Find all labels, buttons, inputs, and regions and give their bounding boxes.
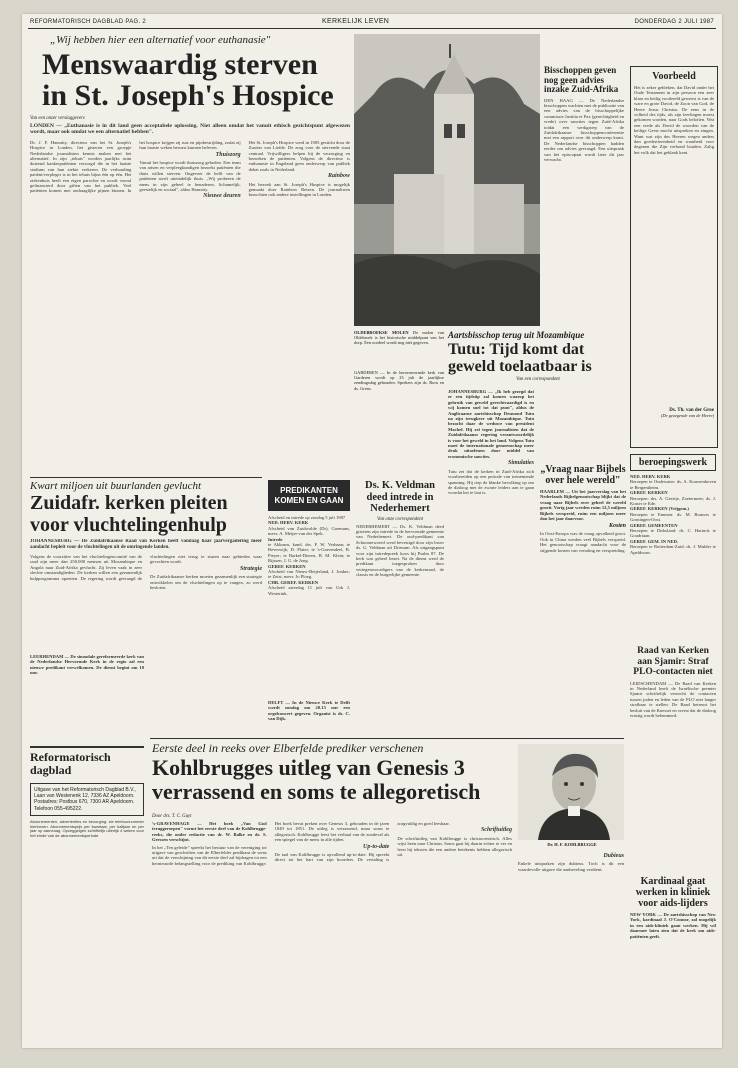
veldman-byline: Van onze correspondent bbox=[377, 516, 423, 522]
tutu-article bbox=[448, 330, 628, 384]
colophon-address: Uitgave van het Reformatorisch Dagblad B.V., Laan van Westenenk 12, 7336 AZ Apeldoorn. Postadres: Postbus 670, 7300 AR Apeldoorn. Telefoon 055-495222. bbox=[30, 783, 144, 816]
zuidafr-headline-2: voor vluchtelingenhulp bbox=[30, 514, 227, 536]
predikanten-intro: Afscheid en intrede op zondag 5 juli 1987 bbox=[268, 515, 346, 520]
main-body-columns bbox=[30, 140, 350, 390]
kohlbrugge-portrait-caption: Dr. H. F. KOHLBRUGGE bbox=[547, 842, 597, 847]
bijbels-article bbox=[540, 464, 626, 641]
zuidafr-headline-1: Zuidafr. kerken pleiten bbox=[30, 492, 228, 514]
colophon-title-1: Reformatorisch bbox=[30, 750, 111, 764]
bijbels-subhead: Kosten bbox=[608, 523, 626, 530]
main-body-4: Het bezoek aan St. Joseph's Hospice is mogelijk gemaakt door Rainbow Reizen. De journalisten bezochten ook andere instellingen in Londen. bbox=[248, 181, 350, 198]
zuidafr-body: Volgens de voorzitter van het vluchtelingencomité van de raad zijn meer dan 250.000 mensen uit Mozambique en Angola naar Zuid-Afrika gevlucht. Zij leven vaak in zeer slechte omstandigheden. De kerken willen een gezamenlijk hulpprogramma opzetten. De regering wordt gevraagd de vluchtelingen niet terug te sturen naar gebieden waar gevochten wordt. bbox=[30, 554, 262, 581]
newspaper-page bbox=[22, 14, 722, 1048]
plo-body: LEIDSCHENDAM — De Raad van Kerken in Nederland heeft de Israëlische premier Sjamir schriftelijk verzocht de contacten tussen joden en leden van de PLO niet langer strafbaar te stellen. De Raad betreurt het besluit van de Knesset en vreest dat de dialoog ernstig wordt belemmerd. bbox=[630, 680, 716, 718]
church-photo bbox=[354, 34, 540, 326]
kohlbrugge-kicker: Eerste deel in reeks over Elberfelde prediker verschenen bbox=[152, 741, 424, 755]
beroepingswerk-list bbox=[630, 474, 716, 555]
voorbeeld-signature: Ds. Th. van der Groe bbox=[669, 408, 714, 413]
kohlbrugge-lead: ’s-GRAVENHAGE — Het boek „Van God teruggeroepen" vormt het eerste deel van de Kohlbrugge-reeks, die onder redactie van dr. W. Balke en dr. S. Gerssen verschijnt. bbox=[152, 821, 267, 843]
church-photo-image bbox=[354, 34, 540, 326]
voorbeeld-title: Voorbeeld bbox=[652, 71, 696, 82]
bishops-body: DEN HAAG — De Nederlandse bisschoppen wachten met de publicatie van een advies van de bisschoppelijke commissie Justitia et Pax (gerechtigheid en vrede) over sancties tegen Zuid-Afrika totdat een werkgroep van de Zuidafrikaanse bisschoppenconferentie met een rapport over dit onderwerp komt. De Nederlandse bisschoppen hadden eerder om advies gevraagd. Een uitspraak van het episcopaat wordt later dit jaar verwacht. bbox=[544, 97, 624, 162]
pred-label-3: GEREF. KERKEN bbox=[268, 563, 306, 569]
main-lead: LONDEN — „Euthanasie is in dit land geen acceptabele oplossing. Niet alleen omdat het vanuit ethisch gezichtspunt afgewezen wordt, maar ook omdat we een alternatief hebben". bbox=[30, 123, 350, 136]
header-rule bbox=[28, 28, 716, 29]
page-header-date: DONDERDAG 2 JULI 1987 bbox=[634, 19, 714, 25]
beroep-text-1: Beroepen te Oudewater: ds. A. Kouwenhoven te Bergentheim. bbox=[630, 479, 716, 490]
photo-caption-title: OLDEBROEKSE MOLEN bbox=[354, 330, 409, 335]
beroep-label-3: GEREF. KERKEN (Vrijgem.) bbox=[630, 506, 689, 512]
zuidafr-kicker: Kwart miljoen uit buurlanden gevlucht bbox=[30, 480, 202, 492]
veldman-article bbox=[356, 480, 444, 714]
kohlbrugge-subhead-3: Dubieus bbox=[603, 853, 624, 859]
tutu-kicker: Aartsbisschop terug uit Mozambique bbox=[448, 330, 585, 340]
kohlbrugge-right-column bbox=[518, 852, 624, 1024]
kohlbrugge-headline-1: Kohlbrugges uitleg van Genesis 3 bbox=[152, 755, 465, 780]
garderen-note: GARDEREN — In de herormvormde kerk van Garderen wordt op 23 juli de jaarlijkse zendingsdag gehouden. Sprekers zijn ds. Roos en ds. Grens. bbox=[354, 370, 444, 391]
kohlbrugge-portrait bbox=[518, 744, 624, 840]
colophon-title-2: dagblad bbox=[30, 763, 72, 777]
bijbels-body: HAARLEM — Uit het jaarverslag van het Nederlands Bijbelgenootschap blijkt dat de vraag naar Bijbels over geheel de wereld groeit. Vorig jaar werden ruim 12,5 miljoen Bijbels verspreid, ruim een miljoen meer dan het jaar daarvoor. bbox=[540, 489, 626, 522]
main-byline: Van een onzer verslaggevers bbox=[30, 116, 85, 121]
kohlbrugge-byline: Door drs. T. C. Guyt bbox=[152, 814, 192, 819]
kohlbrugge-portrait-image bbox=[518, 744, 624, 840]
kohlbrugge-body-columns bbox=[152, 821, 512, 1031]
main-subhead-2: Nieuwe deuren bbox=[203, 193, 241, 200]
main-kicker: „Wij hebben hier een alternatief voor euthanasie" bbox=[50, 34, 271, 46]
pred-text-2: te Akkrum, kand. drs. F. W. Verbaan; te Beverwijk, D. Plaier; te 's-Gravendeel, B. Pieyer; te Barkel-Dieren, B. M. Klein; te Rijssen, J. G. de Jong. bbox=[268, 542, 350, 564]
kohlbrugge-subhead-1: Up-to-date bbox=[362, 843, 390, 850]
bijbels-body-2: In Oost-Europa was de vraag opvallend groot. Ook in China werden veel Bijbels verspreid. Het genootschap vraagt aandacht voor de stijgende kosten van vertaling en verspreiding. bbox=[540, 531, 626, 553]
main-subhead-3: Rainbow bbox=[327, 173, 350, 180]
colophon-small-print: Abonnementen, advertenties en bezorging: zie telefoonnummer hierboven. Abonnementsprijs per kwartaal, per halfjaar en per jaar op aanvraag. Opzeggingen schriftelijk uiterlijk 4 weken voor het einde van de abonnementsperiode. bbox=[30, 819, 144, 839]
zuidafr-subhead: Strategie bbox=[240, 565, 262, 572]
main-article bbox=[30, 34, 350, 390]
bishops-article bbox=[544, 66, 624, 358]
leerhendam-note: LEERHENDAM — De sinoodale gereformeerde kerk van de Nederlandse Hervormde Kerk in de regio zal een nieuwe predikant verwelkomen. De dienst begint om 10 uur. bbox=[30, 654, 144, 676]
beroep-text-3: Beroepen te Emmen: ds. M. Bouwes te Groningen-Oost. bbox=[630, 511, 716, 523]
voorbeeld-signature-sub: (De gezegende van de Heere) bbox=[660, 413, 714, 418]
colophon-title-block bbox=[30, 746, 144, 777]
beroep-text-4: Beroepen te Dirksland: ds. C. Harinck te Goudriaan. bbox=[630, 528, 716, 539]
beroepingswerk-title: beroepingswerk bbox=[630, 454, 716, 471]
photo-caption-block bbox=[354, 330, 444, 346]
kardinaal-article bbox=[630, 876, 716, 1032]
main-body-3: Het St. Joseph's Hospice werd in 1905 gesticht door de Zusters van Liefde. De zorg voor de stervende staat centraal. Vrijwilligers helpen bij de verzorging en bezoeken de patiënten. Volgens de directeur is euthanasie in Engeland geen onderwerp van publiek debat zoals in Nederland. bbox=[248, 139, 350, 172]
beroep-label-5: GEREF. GEM. IN NED. bbox=[630, 538, 679, 544]
veldman-headline: Ds. K. Veldman deed intrede in Nederhemert bbox=[364, 480, 436, 514]
plo-article bbox=[630, 646, 716, 831]
beroepingswerk-box bbox=[630, 454, 716, 634]
tutu-subhead: Simulaties bbox=[507, 460, 534, 467]
kohlbrugge-body-4: Enkele uitspraken zijn dubieus. Toch is dit een waardevolle uitgave die aanbeveling verdient. bbox=[518, 861, 624, 872]
beroep-text-2: Beroepen: drs. A. Geertje, Zoetermeer; ds. J. Koster te Ede. bbox=[630, 495, 716, 507]
predikanten-box bbox=[268, 480, 350, 596]
voorbeeld-body: Het is zeker gebleken, dat David onder het Oude Testament in zijn persoon een zeer klaar en heilig voorbeeld geweest is van de ware en grote David, de Zoon van God, de Heere Jezus Christus. De eens in de volheid des tijds, als zijn leerlingen moest gekomen worden, naar Gods beloften. Wat een vrede als David de woorden van de heilige Geest mocht uitspreken en zingen. Want wat zijn des Heeren wegen anders dan goedertierenheid en waarheid voor degenen die Zijn verbond houden. Zalig het volk dat het geklank kent. bbox=[634, 85, 714, 155]
pred-label-1: NED. HERV. KERK bbox=[268, 520, 309, 526]
pred-label-2: Intrede bbox=[268, 536, 283, 542]
kohlbrugge-columns bbox=[152, 814, 512, 1031]
photo-caption-text: De molen van Oldebroek is het historische middelpunt van het dorp. Een oordeel wordt nog niet gegeven. bbox=[354, 330, 444, 346]
kardinaal-headline: Kardinaal gaat werken in kliniek voor aids-lijders bbox=[635, 876, 711, 909]
tutu-body-2: Tutu zei dat de kerken in Zuid-Afrika zich voorbereiden op een periode van toenemende spanning. Hij riep de blanke bevolking op om de dialoog met de zwarte leiders aan te gaan voordat het te laat is. bbox=[448, 468, 534, 496]
beroep-label-2: GEREF. KERKEN bbox=[630, 490, 668, 496]
main-headline-2: in St. Joseph's Hospice bbox=[42, 79, 334, 112]
kardinaal-body: NEW YORK — De aartsbisschop van New York, kardinaal J. O'Connor, zal mogelijk in een aids-kliniek gaan werken. Hij wil daarmee laten zien dat de kerk om aids-patiënten geeft. bbox=[630, 912, 716, 939]
tutu-byline: Van een correspondent bbox=[516, 377, 560, 382]
tutu-headline: Tutu: Tijd komt dat geweld toelaatbaar is bbox=[448, 341, 592, 375]
bijbels-headline: „Vraag naar Bijbels over hele wereld" bbox=[540, 464, 626, 486]
predikanten-title: PREDIKANTEN KOMEN EN GAAN bbox=[268, 480, 350, 511]
kohlbrugge-body-3: De schriftuitleg van Kohlbrugge is christocentrisch. Alles wijst heen naar Christus. Soms gaat hij daarin echter te ver en leest hij teksten die een andere betekenis hebben allegorisch uit. bbox=[397, 835, 512, 858]
pred-text-4: Afscheid zaterdag 11 juli van Urk J. Westerink. bbox=[268, 585, 350, 596]
kohlbrugge-rule bbox=[150, 738, 624, 739]
page-header-left: REFORMATORISCH DAGBLAD PAG. 2 bbox=[30, 19, 147, 25]
kohlbrugge-subhead-2: Schriftuitleg bbox=[480, 827, 512, 834]
colophon bbox=[30, 746, 144, 970]
predikanten-list bbox=[268, 515, 350, 596]
main-body: Dr. J. F. Hanratty, directeur van het St. Joseph's Hospice in Londen, liet gisteren een groepje Nederlandse journalisten kennis maken met het alternatief. In zijn „tehuis" worden jaarlijks ruim duizend kankerpatiënten verzorgd die in het laatste stadium van hun ziekte verkeren. De verhouding patiënt/verpleger is in het tehuis bijna één op één. Het ziekenhuis heeft een eigen parochie en wordt vooral gefinancierd door giften van het publiek. Veel patiënten komen met ondraaglijke pijnen binnen. In het hospice krijgen zij rust en pijnbestrijding, zodat zij hun laatste weken bewust kunnen beleven. bbox=[30, 139, 241, 194]
kohlbrugge-headline-2: verrassend en soms te allegoretisch bbox=[152, 779, 481, 804]
zuidafr-article bbox=[30, 480, 262, 634]
beroep-label-1: NED. HERV. KERK bbox=[630, 474, 671, 479]
delft-note: DELFT — In de Nieuwe Kerk te Delft wordt zondag om 20.15 uur een orgelconcert gegeven. Organist is ds. C. van Dijk. bbox=[268, 700, 350, 722]
main-body-2: Vanuit het hospice wordt thuiszorg geboden. Een team van artsen en verpleegkundigen bezoekt patiënten die thuis willen sterven. Ongeveer de helft van de patiënten sterft uiteindelijk thuis. „Wij proberen de mens in zijn geheel te benaderen, lichamelijk, geestelijk en sociaal", aldus Hanratty. bbox=[139, 160, 241, 193]
kohlbrugge-body-2: De taal van Kohlbrugge is opvallend up-to-date. Hij spreekt direct tot het hart van zijn hoorders. De vertaling is zorgvuldig en goed leesbaar. bbox=[274, 821, 450, 863]
main-headline-1: Menswaardig sterven bbox=[42, 48, 318, 81]
tutu-body: JOHANNESBURG — „Ik heb gezegd dat er een tijdstip zal komen waarop het gebruik van geweld gerechtvaardigd is en wij komen snel tot dat punt", aldus de Anglicaanse aartsbisschop Desmond Tutu na zijn terugkeer uit Mozambique. Tutu bezocht daar de weduwe van president Machel. Hij zei tegen journalisten dat de Zuidafrikaanse regering verantwoordelijk is voor het geweld in het land. Volgens Tutu moet de internationale gemeenschap meer druk uitoefenen door middel van economische sancties. bbox=[448, 389, 534, 459]
zuidafr-body-columns bbox=[30, 554, 262, 634]
beroep-label-4: GEREF. GEMEENTEN bbox=[630, 522, 678, 528]
main-subhead-1: Thuiszorg bbox=[215, 151, 241, 158]
page-header-section: KERKELIJK LEVEN bbox=[322, 18, 390, 25]
veldman-body: NEDERHEMERT — Ds. K. Veldman deed gisteren zijn intrede in de hervormde gemeente van Nederhemert. De oud-predikant van Schoonrewoerd werd bevestigd door zijn broer ds. G. Veldman uit Driesum. Als uitgangspunt voor zijn intredepreek koos hij Psalm 87. De kerk was geheel bezet. Na de dienst werd de predikant toegesproken door vertegenwoordigers van de kerkenraad, de classis en de burgerlijke gemeente. bbox=[356, 523, 444, 578]
pred-text-3: Afscheid van Nieuw-Beijerland, J. Jonker; te Zeist, mevr. Jo Ploeg. bbox=[268, 569, 350, 580]
beroep-text-5: Beroepen te Rotterdam-Zuid: ds. J. Mulder te Apeldoorn. bbox=[630, 544, 716, 555]
tutu-body-column bbox=[448, 389, 534, 679]
zuidafr-lead: JOHANNESBURG — De Zuidafrikaanse Raad van Kerken heeft vandaag haar jaarvergadering meer aandacht bepleit voor de vluchtelingen uit de omringende landen. bbox=[30, 539, 262, 550]
zuidafr-rule bbox=[30, 477, 262, 478]
zuidafr-body-2: De Zuidafrikaanse kerken moeten gezamenlijk een strategie ontwikkelen om de vluchtelingen op te vangen, zo werd besloten. bbox=[150, 574, 262, 591]
plo-headline: Raad van Kerken aan Sjamir: Straf PLO-contacten niet bbox=[633, 646, 713, 677]
pred-text-1: Afscheid van Zuidwolde (Dr), Goemans, mevr. A. Meijer-van der Spek. bbox=[268, 525, 350, 537]
kohlbrugge-body: In het „Ten geleide" spreekt het bestuur van de vereniging tot uitgave van geschriften van de Elberfelder predikant de wens uit dat de verschijning van dit eerste deel zal bijdragen tot een hernieuwde belangstelling voor de prediking van Kohlbrugge. Het boek bevat preken over Genesis 3, gehouden in de jaren 1849 tot 1851. De uitleg is verrassend, maar soms te allegorisch. Kohlbrugge leest het verhaal van de zondeval als een spiegel van de mens in alle tijden. bbox=[152, 821, 390, 866]
bishops-headline: Bisschoppen geven nog geen advies inzake Zuid-Afrika bbox=[544, 65, 619, 94]
voorbeeld-box bbox=[630, 66, 718, 448]
pred-label-4: CHR. GEREF. KERKEN bbox=[268, 579, 319, 585]
